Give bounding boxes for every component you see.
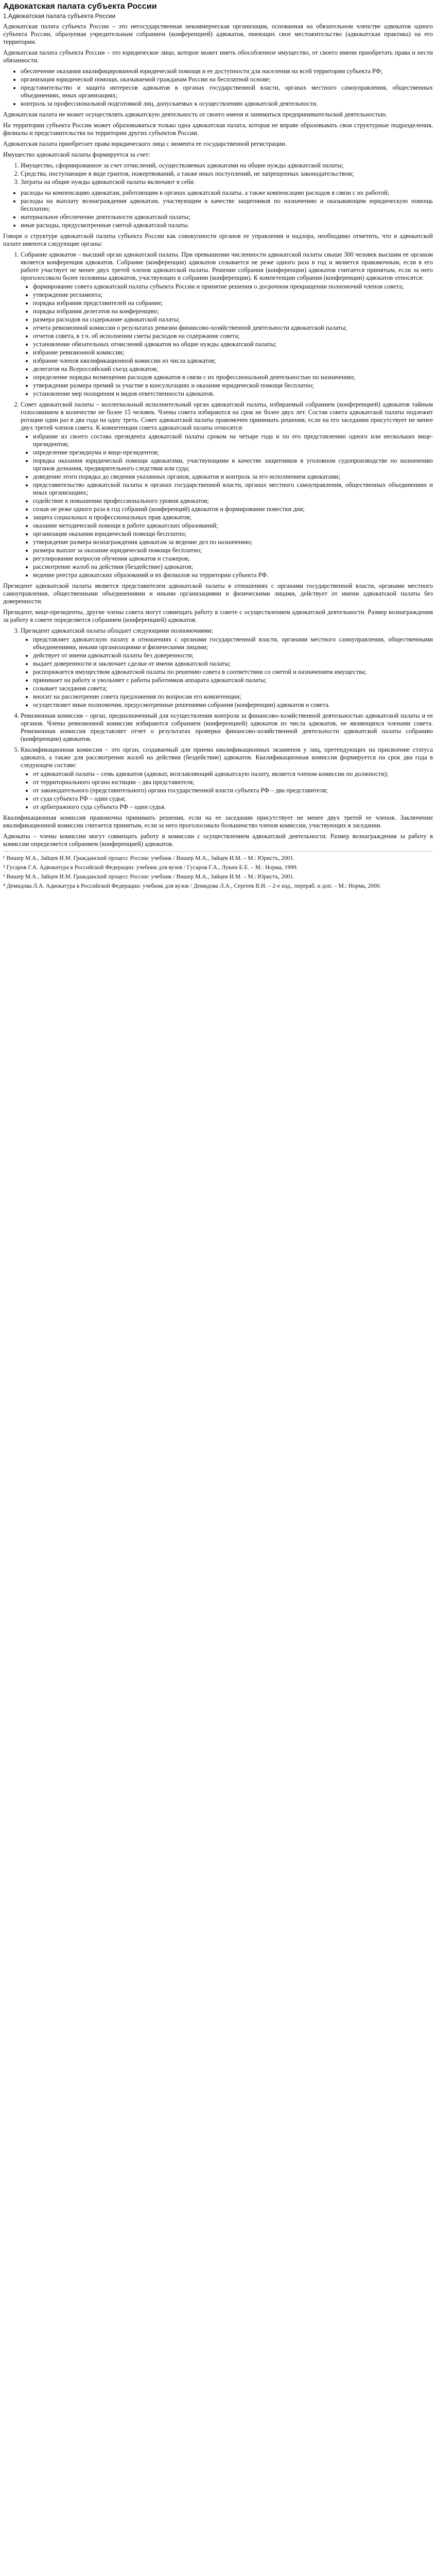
list-item: • порядка избрания представителей на собрание; xyxy=(33,299,433,307)
list-item: • выдает доверенности и заключает сделки от имени адвокатской палаты; xyxy=(33,660,433,668)
paragraph: Адвокатская палата субъекта России – это юридическое лицо, которое может иметь обособленное имущество, от своего имени приобретать права и нести обязанности. xyxy=(3,49,433,64)
list-item: • утверждение регламента; xyxy=(33,291,433,299)
list-item: • вносит на рассмотрение совета предложения по вопросам его компетенции; xyxy=(33,693,433,701)
organ-section xyxy=(21,712,433,743)
list-item: • отчетов совета, в т.ч. об исполнении сметы расходов на содержание совета; xyxy=(33,332,433,340)
paragraph: Адвокатская палата не может осуществлять адвокатскую деятельность от своего имени и заниматься предпринимательской деятельностью. xyxy=(3,111,388,118)
organ-powers-list xyxy=(21,636,433,709)
list-item: • созывает заседания совета; xyxy=(33,685,433,692)
organ-heading: Ревизионная комиссия – орган, предназначенный для осуществления контроля за финансово-хозяйственной деятельностью адвокатской палаты и ее органов. Члены ревизионной комиссии избираются собранием (конференцией) адвокатов из числа адвокатов, не являющихся членами совета. Ревизионная комиссия представляет отчет о результатах проверки финансово-хозяйственной деятельности адвокатской палаты собранию (конференции) адвокатов. xyxy=(21,712,433,742)
list-item: • оказание методической помощи в работе адвокатских образований; xyxy=(33,522,433,530)
list-item: • доведение этого порядка до сведения указанных органов, адвокатов и контроль за его исполнением адвокатами; xyxy=(33,473,433,481)
paragraph: Имущество адвокатской палаты формируется за счет: xyxy=(3,151,150,158)
list-item: • от законодательного (представительного) органа государственной власти субъекта РФ – два представителя; xyxy=(33,787,433,794)
list-item: • размера расходов на содержание адвокатской палаты; xyxy=(33,316,433,324)
document xyxy=(0,0,436,897)
organ-powers-list xyxy=(21,283,433,398)
organ-heading: Собрание адвокатов – высший орган адвокатской палаты. При превышении численности адвокатской палаты свыше 300 человек высшим ее органом является конференция адвокатов. Собрание (конференция) адвокатов созывается не реже одного раза в год и является правомочным, если в его работе участвует не менее двух третей членов адвокатской палаты. Решение собрания (конференции) адвокатов считается принятым, если за него проголосовало более половины адвокатов, участвующих в собрании (конференции). К компетенции собрания (конференции) адвокатов относятся: xyxy=(21,251,433,281)
expenses-list xyxy=(3,189,433,229)
list-item: • содействие в повышении профессионального уровня адвокатов; xyxy=(33,497,433,505)
organ-section xyxy=(21,251,433,398)
list-item: • защита социальных и профессиональных прав адвокатов; xyxy=(33,514,433,521)
section-subtitle: 1.Адвокатская палата субъекта России xyxy=(3,12,116,20)
list-item: • расходы на компенсацию адвокатам, работающим в органах адвокатской палаты, а также компенсацию расходов в связи с их работой; xyxy=(21,189,433,197)
list-item: • распоряжается имуществом адвокатской палаты по решению совета в соответствии со сметой и назначением имущества; xyxy=(33,668,433,676)
organ-section xyxy=(21,746,433,811)
footnote: ¹ Вишер М.А., Зайцев И.М. Гражданский процесс России: учебник / Вишер М.А., Зайцев И.М. – М.: Юристъ, 2001. xyxy=(3,855,294,861)
list-item: • формирование совета адвокатской палаты субъекта России и принятие решения о досрочном прекращении полномочий членов совета; xyxy=(33,283,433,291)
list-item: • определение порядка возмещения расходов адвокатов в связи с их профессиональной деятельностью по назначению; xyxy=(33,374,433,381)
list-item: • созыв не реже одного раза в год собраний (конференций) адвокатов и формирование повестки дня; xyxy=(33,505,433,513)
list-item: • рассмотрение жалоб на действия (бездействие) адвокатов; xyxy=(33,563,433,571)
list-item: • представительство и защита интересов адвокатов в органах государственной власти, органах местного самоуправления, общественных объединениях, иных организациях; xyxy=(21,84,433,99)
list-item: • установление мер поощрения и видов ответственности адвокатов. xyxy=(33,390,433,398)
organs-list xyxy=(3,251,433,579)
footnote-divider xyxy=(3,851,433,852)
list-item: • контроль за профессиональной подготовкой лиц, допускаемых к осуществлению адвокатской деятельности. xyxy=(21,100,433,108)
list-item: • организация оказания юридической помощи бесплатно; xyxy=(33,530,433,538)
list-item: • отчета ревизионной комиссии о результатах ревизии финансово-хозяйственной деятельности адвокатской палаты; xyxy=(33,324,433,332)
list-item: • регулирование вопросов обучения адвокатов и стажеров; xyxy=(33,555,433,563)
organ-section xyxy=(21,627,433,709)
paragraph: Президент, вице-президенты, другие члены совета могут совмещать работу в совете с осуществлением адвокатской деятельности. Размер вознаграждения за работу в совете определяется собранием (конференцией) адвокатов. xyxy=(3,608,433,623)
list-item: 3. Затраты на общие нужды адвокатской палаты включают в себя: xyxy=(21,178,433,186)
list-item: • ведение реестра адвокатских образований и их филиалов на территории субъекта РФ. xyxy=(33,571,433,579)
list-item: • избрание членов квалификационной комиссии из числа адвокатов; xyxy=(33,357,433,365)
list-item: • от адвокатской палаты – семь адвокатов (адвокат, возглавляющий адвокатскую палату, является членом комиссии по должности); xyxy=(33,770,433,778)
organs-list-continued xyxy=(3,627,433,811)
list-item: • организация юридической помощи, оказываемой гражданам России на бесплатной основе; xyxy=(21,76,433,83)
list-item: 1. Имущество, сформированное за счет отчислений, осуществляемых адвокатами на общие нужды адвокатской палаты; xyxy=(21,162,433,170)
paragraph: На территории субъекта России может образовываться только одна адвокатская палата, которая не вправе образовывать свои структурные подразделения, филиалы и представительства на территории других субъектов России. xyxy=(3,122,433,137)
paragraph: Квалификационная комиссия правомочна принимать решения, если на ее заседании присутствует не менее двух третей ее членов. Заключение квалификационной комиссии считается принятым, если за него проголосовало большинство членов комиссии, участвующих в заседании. xyxy=(3,814,433,829)
list-item: • утверждение размера премий за участие в консультациях и оказание юридической помощи бесплатно; xyxy=(33,382,433,389)
organ-heading: Совет адвокатской палаты – коллегиальный исполнительный орган адвокатской палаты, избираемый собранием (конференцией) адвокатов тайным голосованием в количестве не более 15 человек. Члены совета избираются на срок не более двух лет. Состав совета адвокатской палаты подлежит ротации один раз в два года на одну треть. Совет адвокатской палаты правомочен принимать решения, если на его заседании присутствует не менее двух третей членов совета. К компетенции совета адвокатской палаты относятся: xyxy=(21,401,433,431)
list-item: • представляет адвокатскую палату в отношениях с органами государственной власти, органами местного самоуправления, общественными объединениями, иными организациями и физическими лицами; xyxy=(33,636,433,651)
list-item: • иные расходы, предусмотренные сметой адвокатской палаты. xyxy=(21,222,433,229)
footnotes xyxy=(3,855,433,890)
list-item: • утверждение размера вознаграждения адвокатам за ведение дел по назначению; xyxy=(33,538,433,546)
footnote: ² Гусаров Г.А. Адвокатура в Российской Федерации: учебник для вузов / Гусаров Г.А., Лукин Е.Е. – М.: Норма, 1999. xyxy=(3,865,298,871)
paragraph: Адвокатская палата приобретает права юридического лица с момента ее государственной регистрации. xyxy=(3,140,287,147)
list-item: • от арбитражного суда субъекта РФ – один судья. xyxy=(33,803,433,811)
list-item: • от суда субъекта РФ – один судья; xyxy=(33,795,433,803)
organ-heading: Президент адвокатской палаты обладает следующими полномочиями: xyxy=(21,627,213,634)
list-item: • материальное обеспечение деятельности адвокатской палаты; xyxy=(21,213,433,221)
footnote: ³ Вишер М.А., Зайцев И.М. Гражданский процесс России: учебник / Вишер М.А., Зайцев И.М. – М.: Юристъ, 2001. xyxy=(3,874,294,880)
list-item: • обеспечение оказания квалифицированной юридической помощи и ее доступности для населения на всей территории субъекта РФ; xyxy=(21,67,433,75)
list-item: • установление обязательных отчислений адвокатов на общие нужды адвокатской палаты; xyxy=(33,341,433,348)
paragraph: Президент адвокатской палаты является представителем адвокатской палаты в отношениях с органами государственной власти, органами местного самоуправления, общественными объединениями и иными организациями и физическими лицами, действует от имени адвокатской палаты без доверенности. xyxy=(3,582,433,605)
list-item: • размера выплат за оказание юридической помощи бесплатно; xyxy=(33,547,433,554)
list-item: • избрание из своего состава президента адвокатской палаты сроком на четыре года и по его представлению одного или нескольких вице-президентов; xyxy=(33,433,433,448)
list-item: • порядка избрания делегатов на конференцию; xyxy=(33,308,433,315)
list-item: • осуществляет иные полномочия, предусмотренные решениями собрания (конференции) адвокатов и совета. xyxy=(33,701,433,709)
list-item: • действует от имени адвокатской палаты без доверенности; xyxy=(33,652,433,659)
paragraph: Адвокатская палата субъекта России – это негосударственная некоммерческая организация, основанная на обязательном членстве адвокатов одного субъекта России, образуемая учредительным собранием (конференцией) адвокатов, имеющих свое местожительство (адвокатская практика) на его территории. xyxy=(3,23,433,45)
paragraph: Говоря о структуре адвокатской палаты субъекта России как совокупности органов ее управления и надзора, необходимо отметить, что в адвокатской палате имеются следующие органы: xyxy=(3,232,433,247)
organ-powers-list xyxy=(21,770,433,811)
organ-heading: Квалификационная комиссия – это орган, создаваемый для приема квалификационных экзаменов у лиц, претендующих на присвоение статуса адвоката, а также для рассмотрения жалоб на действия (бездействие) адвокатов. Квалификационная комиссия формируется на срок два года в следующем составе: xyxy=(21,746,433,769)
organ-section xyxy=(21,401,433,579)
paragraph: Адвокаты – члены комиссии могут совмещать работу в комиссии с осуществлением адвокатской деятельности. Размер вознаграждения за работу в комиссии определяется собранием (конференцией) адвокатов. xyxy=(3,833,433,848)
list-item: • определение президиума и вице-президентов; xyxy=(33,449,433,456)
list-item: • представительство адвокатской палаты в органах государственной власти, органах местного самоуправления, общественных объединениях и иных организациях; xyxy=(33,481,433,497)
list-item: • делегатов на Всероссийский съезд адвокатов; xyxy=(33,365,433,373)
list-item: • порядка оказания юридической помощи адвокатами, участвующими в качестве защитников в уголовном судопроизводстве по назначению органов дознания, предварительного следствия или суда; xyxy=(33,457,433,472)
footnote: ⁴ Демидова Л.А. Адвокатура в Российской Федерации: учебник для вузов / Демидова Л.А., Сергеев В.И. – 2-е изд., перераб. и доп. – М.: Норма, 2000. xyxy=(3,883,381,889)
organ-powers-list xyxy=(21,433,433,579)
list-item: 2. Средства, поступающие в виде грантов, пожертвований, а также иных поступлений, не запрещенных законодательством; xyxy=(21,170,433,178)
list-item: • от территориального органа юстиции – два представителя; xyxy=(33,778,433,786)
property-list xyxy=(3,162,433,186)
list-item: • принимает на работу и увольняет с работы работников аппарата адвокатской палаты; xyxy=(33,676,433,684)
page-title: Адвокатская палата субъекта России xyxy=(3,2,157,11)
main-tasks-list xyxy=(3,67,433,108)
list-item: • избрание ревизионной комиссии; xyxy=(33,349,433,357)
list-item: • расходы на выплату вознаграждения адвокатам, участвующим в качестве защитников по назначению и оказывающим юридическую помощь бесплатно; xyxy=(21,197,433,213)
